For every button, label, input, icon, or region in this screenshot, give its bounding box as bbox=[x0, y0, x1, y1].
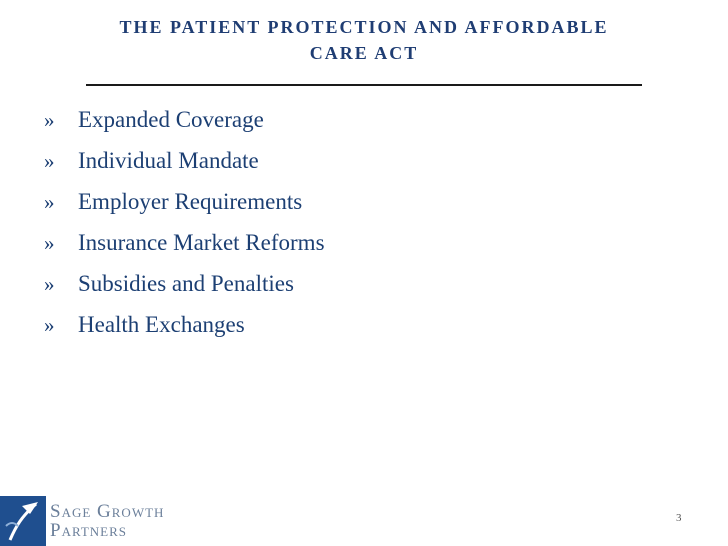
bullet-item bbox=[44, 104, 325, 145]
bullet-marker-icon: » bbox=[44, 190, 55, 214]
bullet-item bbox=[44, 186, 325, 227]
bullet-item bbox=[44, 309, 325, 350]
bullet-text: Employer Requirements bbox=[78, 189, 303, 214]
bullet-text: Expanded Coverage bbox=[78, 107, 264, 132]
title-divider bbox=[86, 84, 642, 86]
slide-title bbox=[50, 14, 678, 66]
bullet-item bbox=[44, 268, 325, 309]
bullet-item bbox=[44, 227, 325, 268]
bullet-item bbox=[44, 145, 325, 186]
sage-leaf-logo-icon bbox=[0, 496, 46, 546]
logo-wordmark bbox=[50, 502, 164, 540]
bullet-text: Subsidies and Penalties bbox=[78, 271, 294, 296]
bullet-marker-icon: » bbox=[44, 149, 55, 173]
bullet-text: Individual Mandate bbox=[78, 148, 259, 173]
bullet-marker-icon: » bbox=[44, 313, 55, 337]
bullet-text: Insurance Market Reforms bbox=[78, 230, 325, 255]
page-number: 3 bbox=[676, 512, 682, 524]
slide-title-line-1: THE PATIENT PROTECTION AND AFFORDABLE bbox=[119, 17, 609, 37]
bullet-text: Health Exchanges bbox=[78, 312, 245, 337]
bullet-list bbox=[44, 104, 325, 350]
logo-line-1: Sage Growth bbox=[50, 501, 165, 522]
bullet-marker-icon: » bbox=[44, 272, 55, 296]
slide-title-line-2: CARE ACT bbox=[309, 43, 419, 63]
logo-line-2: Partners bbox=[50, 520, 128, 541]
company-logo bbox=[0, 496, 198, 546]
bullet-marker-icon: » bbox=[44, 108, 55, 132]
bullet-marker-icon: » bbox=[44, 231, 55, 255]
